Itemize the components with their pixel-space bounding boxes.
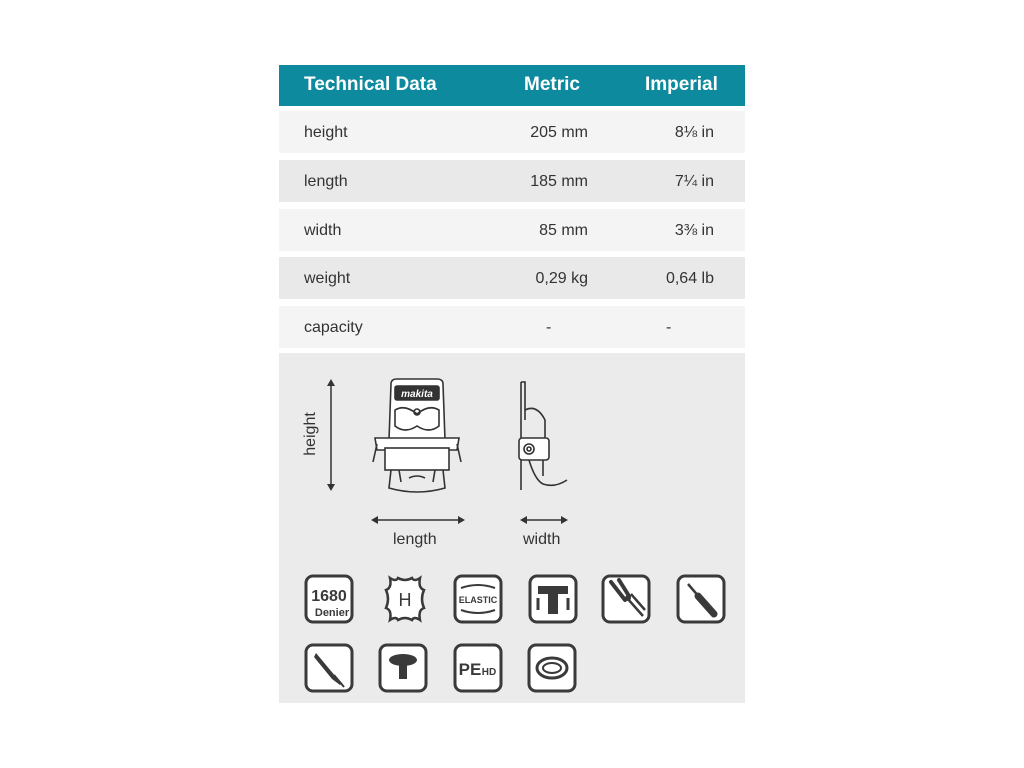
dimension-diagram	[279, 353, 745, 703]
row-imperial: 8⅛ in	[674, 124, 714, 141]
holster-front-view-icon	[371, 378, 467, 496]
row-metric: 185 mm	[530, 173, 588, 190]
pehd-big: PE	[458, 660, 482, 679]
tape-roll-icon	[527, 643, 577, 693]
pehd-icon	[453, 643, 503, 693]
pliers-icon	[601, 574, 651, 624]
row-metric: -	[546, 319, 552, 336]
table-row-length	[279, 160, 745, 202]
row-imperial: 0,64 lb	[665, 270, 714, 287]
denier-word: Denier	[314, 607, 350, 619]
screwdriver-icon	[676, 574, 726, 624]
row-imperial: 3⅜ in	[674, 222, 714, 239]
leather-h-icon	[380, 574, 430, 624]
table-row-weight	[279, 257, 745, 299]
row-metric: 205 mm	[530, 124, 588, 141]
row-label: height	[304, 124, 348, 141]
denier-1680-icon	[304, 574, 354, 624]
header-technical-data: Technical Data	[304, 74, 437, 95]
height-arrow-icon	[323, 379, 339, 491]
brand-logo: makita	[401, 389, 433, 400]
width-arrow-icon	[520, 513, 568, 527]
height-label: height	[302, 412, 319, 456]
width-label: width	[523, 531, 561, 548]
row-metric: 85 mm	[539, 222, 588, 239]
elastic-word: ELASTIC	[458, 595, 498, 605]
header-metric: Metric	[524, 74, 580, 95]
leather-letter: H	[398, 590, 412, 610]
table-row-width	[279, 209, 745, 251]
elastic-icon	[453, 574, 503, 624]
holster-side-view-icon	[515, 380, 575, 492]
row-label: weight	[304, 270, 351, 287]
length-label: length	[393, 531, 437, 548]
mushroom-stud-icon	[378, 643, 428, 693]
table-row-height	[279, 111, 745, 153]
table-header	[279, 65, 745, 106]
technical-data-card	[279, 65, 745, 679]
knife-icon	[304, 643, 354, 693]
length-arrow-icon	[371, 513, 465, 527]
denier-number: 1680	[311, 588, 347, 605]
row-metric: 0,29 kg	[535, 270, 588, 287]
row-label: width	[304, 222, 342, 239]
header-imperial: Imperial	[645, 74, 718, 95]
pehd-small: HD	[481, 667, 497, 678]
row-imperial: 7¼ in	[674, 173, 714, 190]
row-label: capacity	[304, 319, 363, 336]
row-label: length	[304, 173, 348, 190]
table-row-capacity	[279, 306, 745, 348]
hammer-icon	[528, 574, 578, 624]
row-imperial: -	[666, 319, 672, 336]
